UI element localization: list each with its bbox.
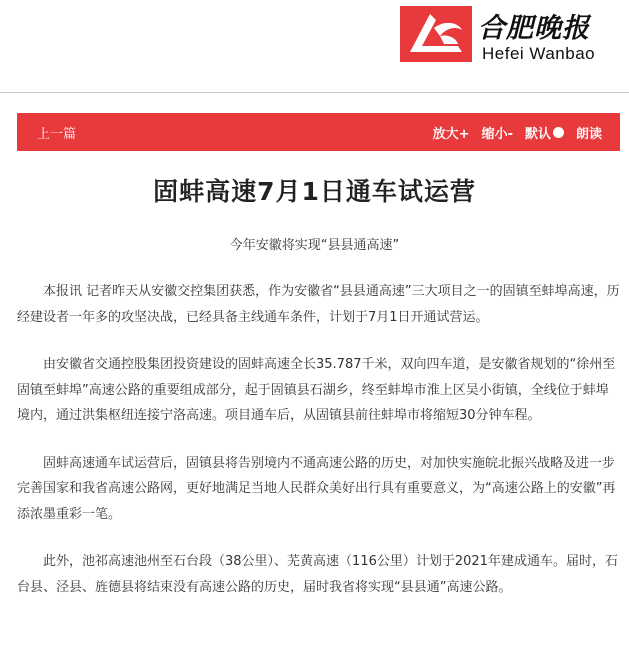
radio-dot-icon xyxy=(553,127,564,138)
zoom-in-button[interactable]: 放大+ xyxy=(432,127,470,142)
article-title: 固蚌高速7月1日通车试运营 xyxy=(153,177,476,206)
text-size-controls xyxy=(433,123,602,142)
article-toolbar xyxy=(17,113,620,151)
article-subtitle: 今年安徽将实现“县县通高速” xyxy=(229,238,400,253)
zoom-out-button[interactable]: 缩小- xyxy=(481,127,513,142)
article-paragraph: 由安徽省交通控股集团投资建设的固蚌高速全长35.787千米，双向四车道，是安徽省规划的“徐州至固镇至蚌埠”高速公路的重要组成部分，起于固镇县石湖乡，终至蚌埠市淮上区吴小街镇，全线位于蚌埠境内，通过洪集枢纽连接宁洛高速。项目通车后，从固镇县前往蚌埠市将缩短30分钟车程。 xyxy=(17,357,616,423)
article-paragraph: 本报讯 记者昨天从安徽交控集团获悉，作为安徽省“县县通高速”三大项目之一的固镇至蚌埠高速，历经建设者一年多的攻坚决战，已经具备主线通车条件，计划于7月1日开通试营运。 xyxy=(17,284,620,325)
hefei-wanbao-logo-icon xyxy=(400,6,472,62)
logo-chinese-name: 合肥晚报 xyxy=(478,13,590,44)
read-aloud-label: 朗读 xyxy=(575,127,602,142)
default-size-label: 默认 xyxy=(524,127,551,142)
article-paragraph: 此外，池祁高速池州至石台段（38公里）、芜黄高速（116公里）计划于2021年建成通车。届时，石台县、泾县、旌德县将结束没有高速公路的历史，届时我省将实现“县县通”高速公路。 xyxy=(17,554,618,595)
default-size-button[interactable] xyxy=(525,123,564,142)
prev-article-link[interactable]: 上一篇 xyxy=(37,127,77,142)
header-divider xyxy=(0,92,629,93)
article-body xyxy=(17,279,620,622)
masthead xyxy=(0,0,629,84)
article-paragraph: 固蚌高速通车试运营后，固镇县将告别境内不通高速公路的历史，对加快实施皖北振兴战略及进一步完善国家和我省高速公路网，更好地满足当地人民群众美好出行具有重要意义，为“高速公路上的安徽”再添浓墨重彩一笔。 xyxy=(17,455,616,522)
read-aloud-button[interactable] xyxy=(576,123,602,142)
logo-english-name: Hefei Wanbao xyxy=(482,44,596,63)
